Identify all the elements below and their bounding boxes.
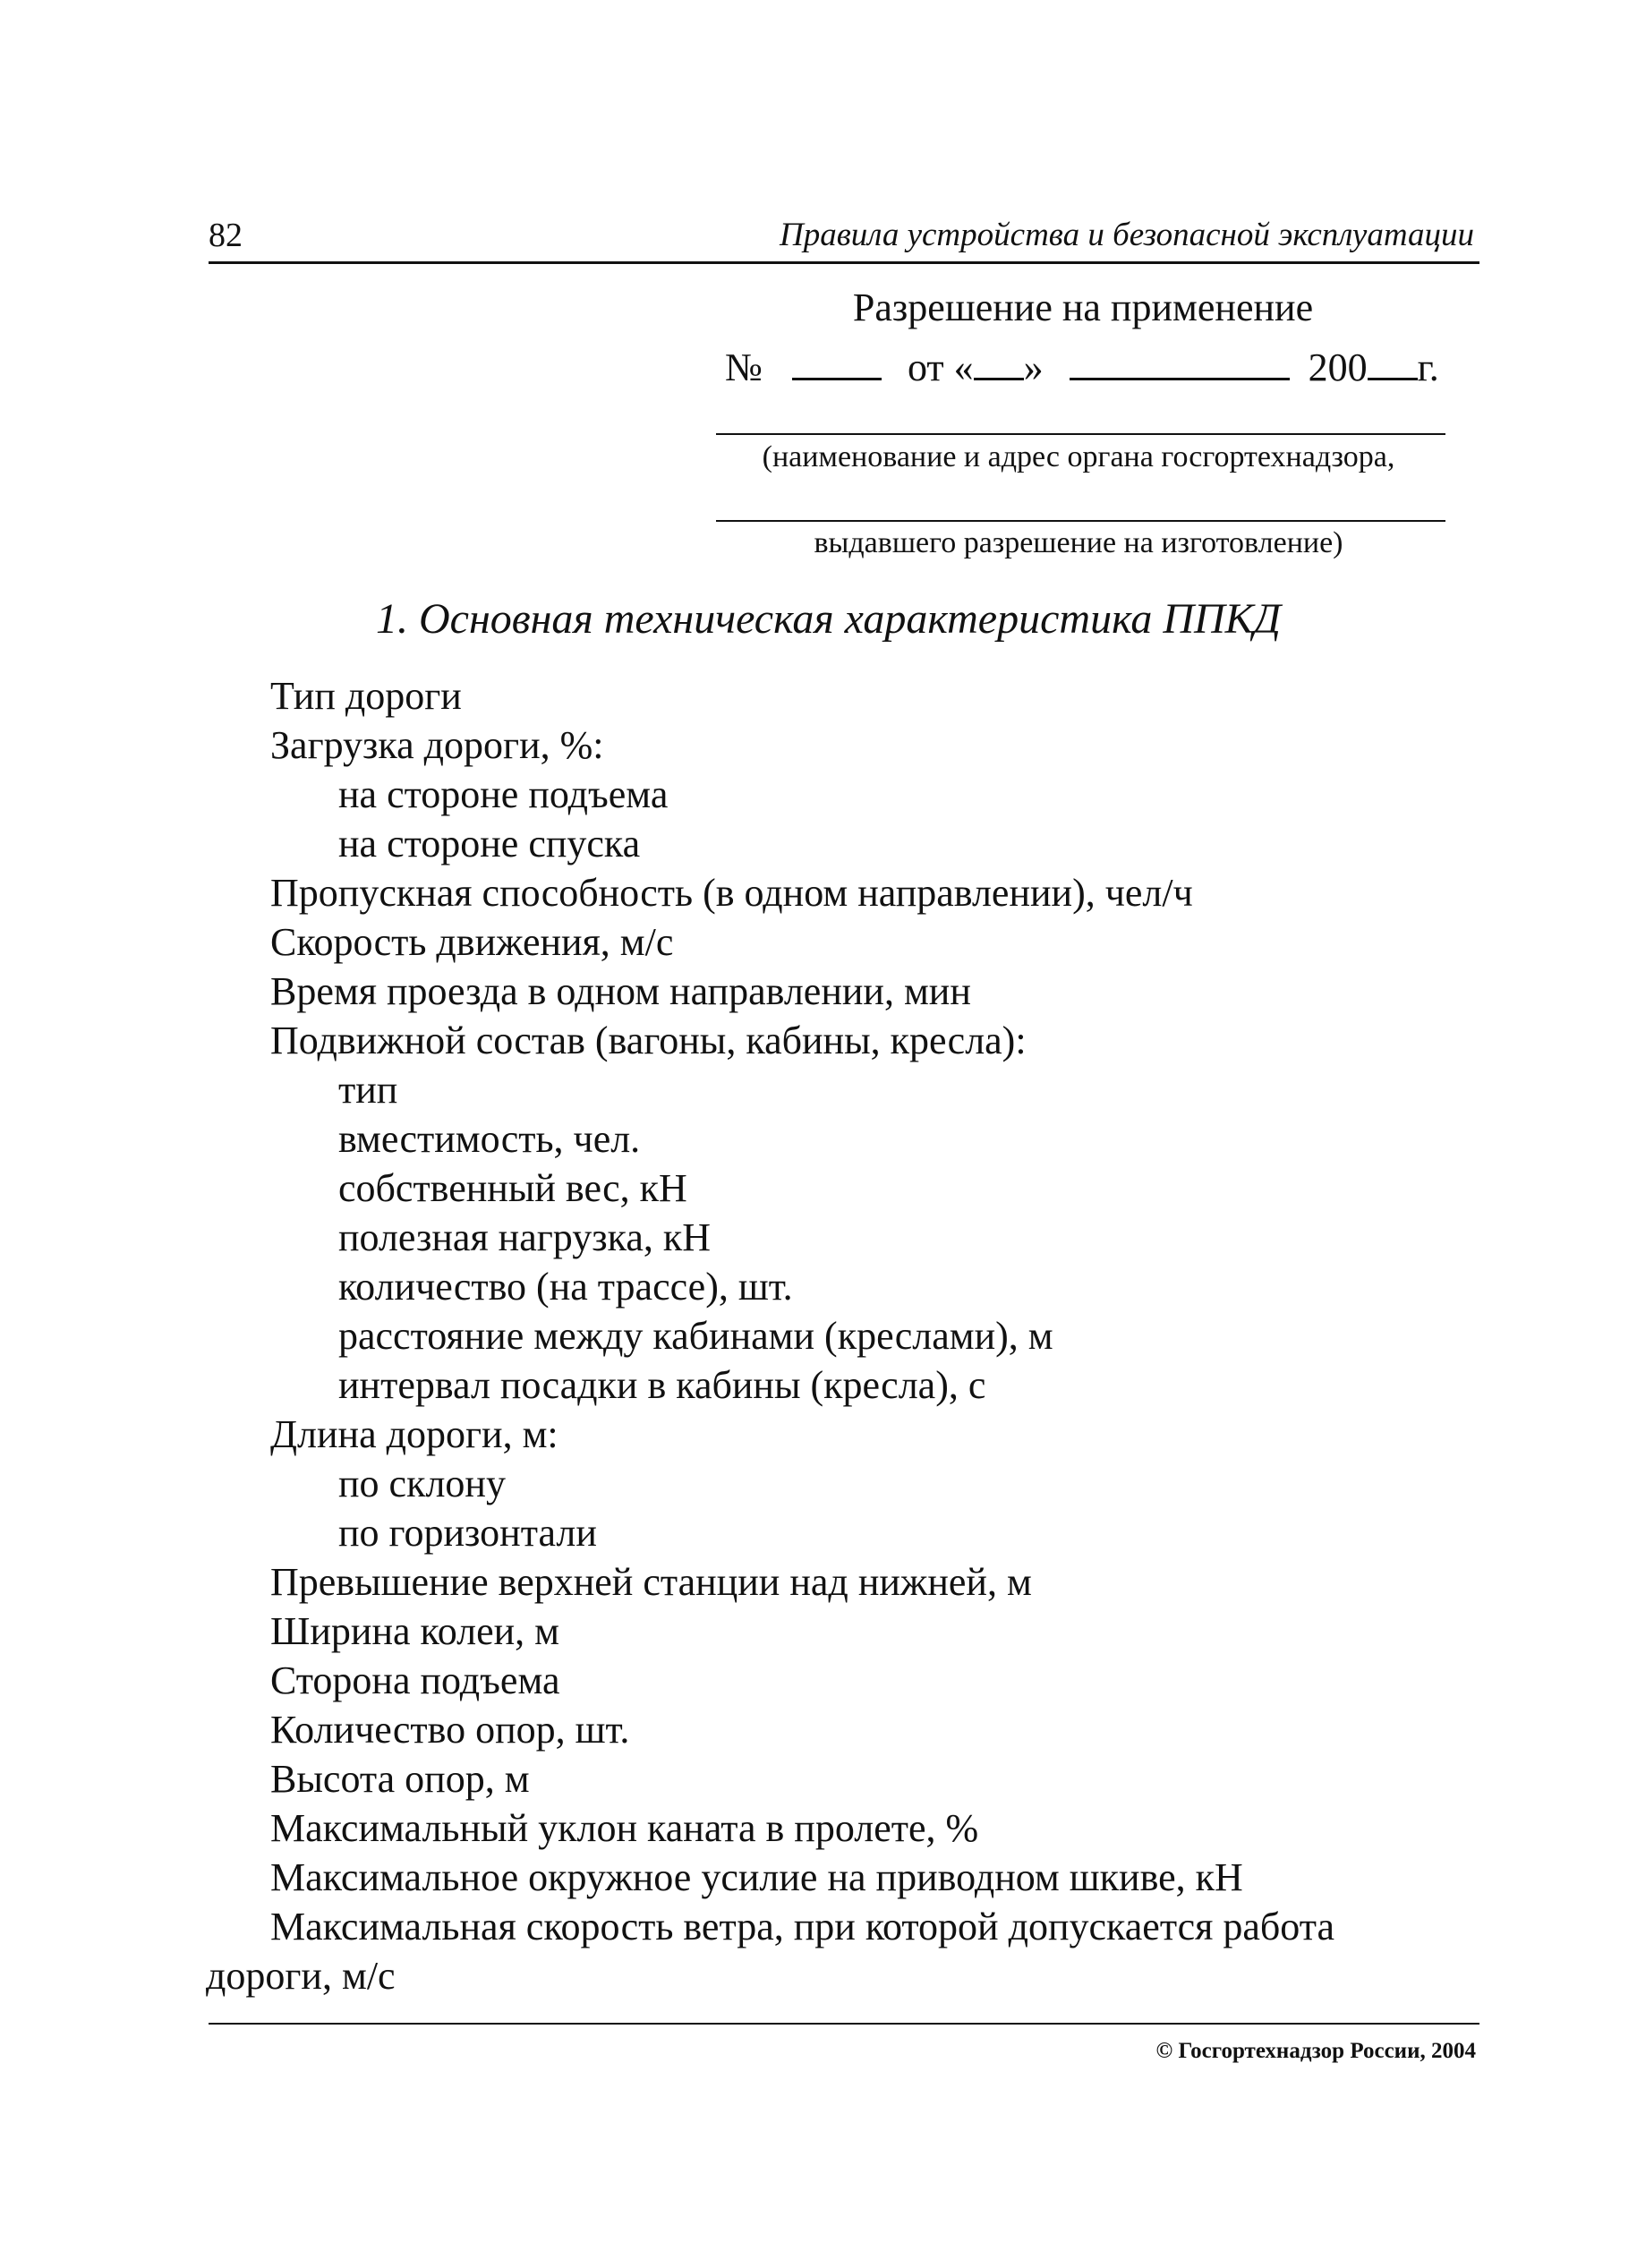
number-sign: № bbox=[725, 345, 763, 389]
permit-title: Разрешение на применение bbox=[852, 286, 1314, 329]
spec-item: Высота опор, м bbox=[270, 1757, 530, 1801]
spec-subitem: по горизонтали bbox=[338, 1511, 597, 1555]
spec-subitem: на стороне спуска bbox=[338, 822, 641, 865]
header-rule bbox=[209, 261, 1479, 264]
year-prefix: 200 bbox=[1308, 345, 1368, 389]
spec-item: Сторона подъема bbox=[270, 1658, 560, 1702]
spec-item: Длина дороги, м: bbox=[270, 1412, 558, 1456]
from-word: от « bbox=[907, 345, 974, 389]
running-title: Правила устройства и безопасной эксплуатации bbox=[779, 217, 1474, 253]
spec-subitem: тип bbox=[338, 1068, 398, 1112]
spec-subitem: расстояние между кабинами (креслами), м bbox=[338, 1314, 1053, 1358]
spec-item: Загрузка дороги, %: bbox=[270, 723, 604, 767]
spec-subitem: количество (на трассе), шт. bbox=[338, 1265, 793, 1309]
issuer-caption-line2: выдавшего разрешение на изготовление) bbox=[814, 526, 1343, 559]
page-number: 82 bbox=[209, 217, 243, 254]
quote-close: » bbox=[1023, 345, 1044, 389]
spec-item: Скорость движения, м/с bbox=[270, 920, 674, 964]
spec-subitem: по склону bbox=[338, 1462, 506, 1505]
spec-item: Максимальный уклон каната в пролете, % bbox=[270, 1806, 979, 1850]
spec-subitem: вместимость, чел. bbox=[338, 1117, 641, 1161]
spec-subitem: собственный вес, кН bbox=[338, 1166, 687, 1210]
permit-month-blank bbox=[1070, 345, 1290, 380]
wind-speed-line2: дороги, м/с bbox=[206, 1954, 396, 1998]
spec-subitem: на стороне подъема bbox=[338, 772, 669, 816]
wind-speed-line1: Максимальная скорость ветра, при которой допускается работа bbox=[270, 1905, 1334, 1948]
year-suffix: г. bbox=[1417, 345, 1439, 389]
spec-list bbox=[206, 671, 1488, 2000]
copyright: © Госгортехнадзор России, 2004 bbox=[1155, 2039, 1476, 2063]
spec-item: Максимальное окружное усилие на приводном шкиве, кН bbox=[270, 1855, 1243, 1899]
spec-subitem: интервал посадки в кабины (кресла), с bbox=[338, 1363, 986, 1407]
issuer-address-rule bbox=[716, 520, 1445, 522]
spec-item: Превышение верхней станции над нижней, м bbox=[270, 1560, 1032, 1604]
permit-year-blank bbox=[1368, 345, 1418, 380]
issuer-name-rule bbox=[716, 433, 1445, 435]
permit-day-blank bbox=[974, 345, 1024, 380]
section-heading: 1. Основная техническая характеристика ППКД bbox=[376, 595, 1282, 643]
permit-number-blank bbox=[792, 345, 882, 380]
issuer-caption-line1: (наименование и адрес органа госгортехнадзора, bbox=[762, 440, 1395, 473]
spec-item: Подвижной состав (вагоны, кабины, кресла): bbox=[270, 1019, 1027, 1062]
spec-item: Тип дороги bbox=[270, 674, 462, 718]
spec-item-wind-speed bbox=[206, 1902, 1488, 2000]
spec-item: Ширина колеи, м bbox=[270, 1609, 559, 1653]
spec-item: Пропускная способность (в одном направлении), чел/ч bbox=[270, 871, 1193, 915]
spec-item: Время проезда в одном направлении, мин bbox=[270, 969, 971, 1013]
spec-subitem: полезная нагрузка, кН bbox=[338, 1215, 712, 1259]
spec-item: Количество опор, шт. bbox=[270, 1708, 630, 1752]
footer-rule bbox=[209, 2023, 1479, 2025]
permit-number-line bbox=[725, 345, 1439, 388]
